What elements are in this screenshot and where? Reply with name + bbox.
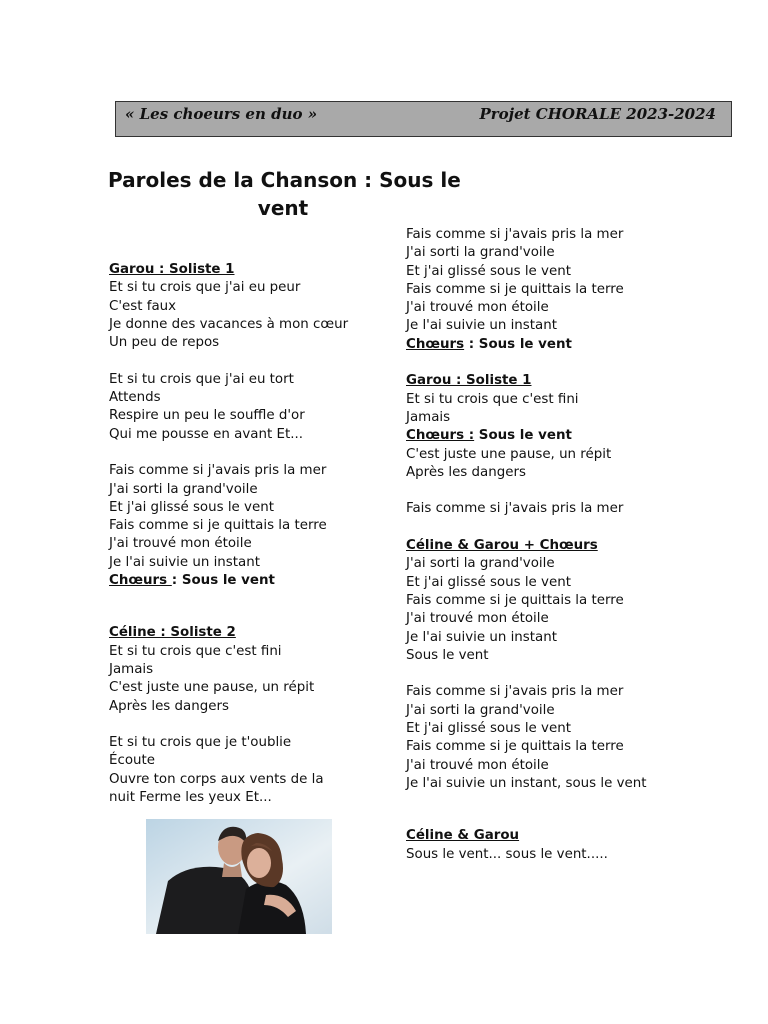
lyric-line: Fais comme si je quittais la terre (109, 518, 327, 534)
lyric-line: Écoute (109, 753, 155, 769)
lyric-line: Après les dangers (109, 698, 229, 714)
lyric-line: Respire un peu le souffle d'or (109, 408, 305, 424)
lyric-line: Fais comme si je quittais la terre (406, 281, 624, 297)
lyric-line: C'est juste une pause, un répit (406, 446, 612, 462)
singer-heading: Garou : Soliste 1 (406, 373, 532, 389)
chorus-line (406, 427, 736, 445)
chorus-text: Sous le vent (474, 428, 572, 444)
lyric-line: Et j'ai glissé sous le vent (406, 721, 571, 737)
lyric-line: C'est juste une pause, un répit (109, 680, 315, 696)
lyric-line: C'est faux (109, 298, 177, 314)
lyrics-left-column (109, 261, 379, 807)
lyric-line: Qui me pousse en avant Et... (109, 426, 303, 442)
verse-block (406, 500, 736, 518)
header-course-title: « Les choeurs en duo » (125, 105, 318, 123)
verse-block (406, 827, 736, 864)
lyric-line: Je donne des vacances à mon cœur (109, 316, 349, 332)
lyric-line: Et si tu crois que c'est fini (109, 643, 282, 659)
chorus-block (109, 462, 379, 590)
singer-heading: Céline & Garou (406, 828, 520, 844)
lyric-line: Je l'ai suivie un instant (406, 318, 557, 334)
chorus-block (406, 226, 736, 354)
verse-block (109, 734, 379, 807)
lyric-line: Je l'ai suivie un instant (406, 629, 557, 645)
lyric-line: Fais comme si j'avais pris la mer (406, 684, 624, 700)
lyric-line: Jamais (109, 661, 154, 677)
lyric-line: Je l'ai suivie un instant, sous le vent (406, 775, 647, 791)
singers-photo-image (146, 819, 332, 934)
chorus-label: Chœurs (109, 573, 172, 589)
lyric-line: Et j'ai glissé sous le vent (406, 263, 571, 279)
page-title-line: vent (257, 196, 309, 220)
lyric-line: Et si tu crois que j'ai eu peur (109, 280, 301, 296)
chorus-text: : Sous le vent (464, 336, 572, 352)
lyric-line: J'ai trouvé mon étoile (406, 611, 549, 627)
lyric-line: Après les dangers (406, 464, 526, 480)
singer-heading: Céline & Garou + Chœurs (406, 538, 598, 554)
verse-block (406, 372, 736, 482)
chorus-label: Chœurs : (406, 428, 475, 444)
chorus-line (406, 336, 736, 354)
lyric-line: Sous le vent... sous le vent..... (406, 846, 608, 862)
chorus-text: : Sous le vent (171, 573, 275, 589)
lyric-line: Et si tu crois que c'est fini (406, 391, 579, 407)
header-bar (115, 101, 732, 137)
singer-heading: Céline : Soliste 2 (109, 625, 236, 641)
verse-block (406, 537, 736, 665)
lyric-line: Et si tu crois que je t'oublie (109, 735, 292, 751)
lyric-line: J'ai trouvé mon étoile (109, 536, 252, 552)
lyrics-right-column (406, 226, 736, 864)
header-project-title: Projet CHORALE 2023-2024 (479, 105, 716, 123)
lyric-line: Fais comme si je quittais la terre (406, 739, 624, 755)
lyric-line: Et j'ai glissé sous le vent (406, 574, 571, 590)
lyric-line: Et si tu crois que j'ai eu tort (109, 371, 294, 387)
lyric-line: Fais comme si j'avais pris la mer (109, 463, 327, 479)
singer-heading: Garou : Soliste 1 (109, 262, 235, 277)
page-title (108, 166, 461, 222)
verse-block (109, 371, 379, 444)
lyric-line: nuit Ferme les yeux Et... (109, 790, 272, 806)
lyric-line: Et j'ai glissé sous le vent (109, 499, 274, 515)
lyric-line: Jamais (406, 409, 451, 425)
lyric-line: Fais comme si j'avais pris la mer (406, 227, 624, 242)
lyric-line: Un peu de repos (109, 335, 220, 351)
chorus-label: Chœurs (406, 336, 465, 352)
lyric-line: J'ai sorti la grand'voile (109, 481, 258, 497)
lyric-line: J'ai trouvé mon étoile (406, 757, 549, 773)
lyric-line: J'ai sorti la grand'voile (406, 702, 555, 718)
chorus-line (109, 572, 379, 590)
lyric-line: Fais comme si j'avais pris la mer (406, 501, 624, 517)
lyric-line: J'ai sorti la grand'voile (406, 556, 555, 572)
singers-photo (146, 819, 332, 934)
lyric-line: Je l'ai suivie un instant (109, 554, 260, 570)
verse-block (109, 624, 379, 715)
lyric-line: J'ai sorti la grand'voile (406, 245, 555, 261)
page-title-line: Paroles de la Chanson : Sous le (108, 168, 461, 192)
lyric-line: Fais comme si je quittais la terre (406, 592, 624, 608)
verse-block (109, 261, 379, 352)
lyric-line: Ouvre ton corps aux vents de la (109, 771, 324, 787)
lyric-line: J'ai trouvé mon étoile (406, 300, 549, 316)
chorus-block (406, 683, 736, 793)
lyric-line: Attends (109, 390, 161, 406)
lyric-line: Sous le vent (406, 647, 489, 663)
